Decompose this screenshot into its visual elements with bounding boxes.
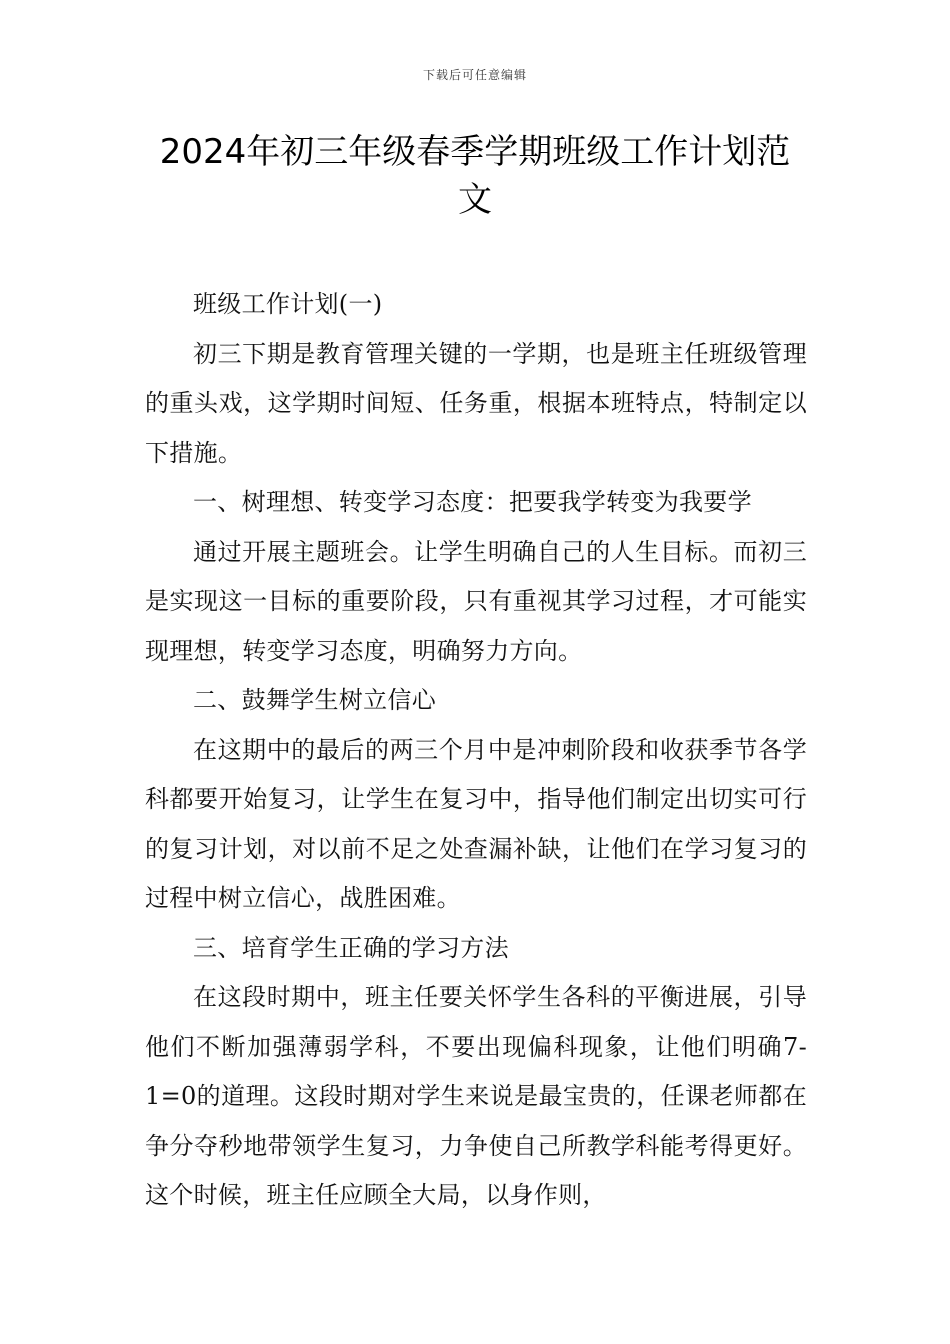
document-title: 2024年初三年级春季学期班级工作计划范文 (159, 132, 791, 220)
section-one-paragraph: 通过开展主题班会。让学生明确自己的人生目标。而初三是实现这一目标的重要阶段，只有重视其学习过程，才可能实现理想，转变学习态度，明确努力方向。 (145, 537, 807, 665)
section-heading-plan-one: 班级工作计划(一) (193, 290, 383, 318)
document-body (145, 280, 807, 1221)
intro-paragraph: 初三下期是教育管理关键的一学期，也是班主任班级管理的重头戏，这学期时间短、任务重，根据本班特点，特制定以下措施。 (145, 339, 807, 467)
header-note: 下载后可任意编辑 (422, 68, 527, 82)
section-heading-one: 一、树理想、转变学习态度：把要我学转变为我要学 (193, 488, 752, 516)
section-heading-two: 二、鼓舞学生树立信心 (193, 686, 436, 714)
section-heading-three: 三、培育学生正确的学习方法 (193, 933, 509, 962)
section-three-paragraph: 在这段时期中，班主任要关怀学生各科的平衡进展，引导他们不断加强薄弱学科，不要出现偏科现象，让他们明确7-1=0的道理。这段时期对学生来说是最宝贵的，任课老师都在争分夺秒地带领学生复习，力争使自己所教学科能考得更好。这个时候，班主任应顾全大局，以身作则， (145, 983, 807, 1209)
section-two-paragraph: 在这期中的最后的两三个月中是冲刺阶段和收获季节各学科都要开始复习，让学生在复习中，指导他们制定出切实可行的复习计划，对以前不足之处查漏补缺，让他们在学习复习的过程中树立信心，战胜困难。 (145, 735, 807, 912)
